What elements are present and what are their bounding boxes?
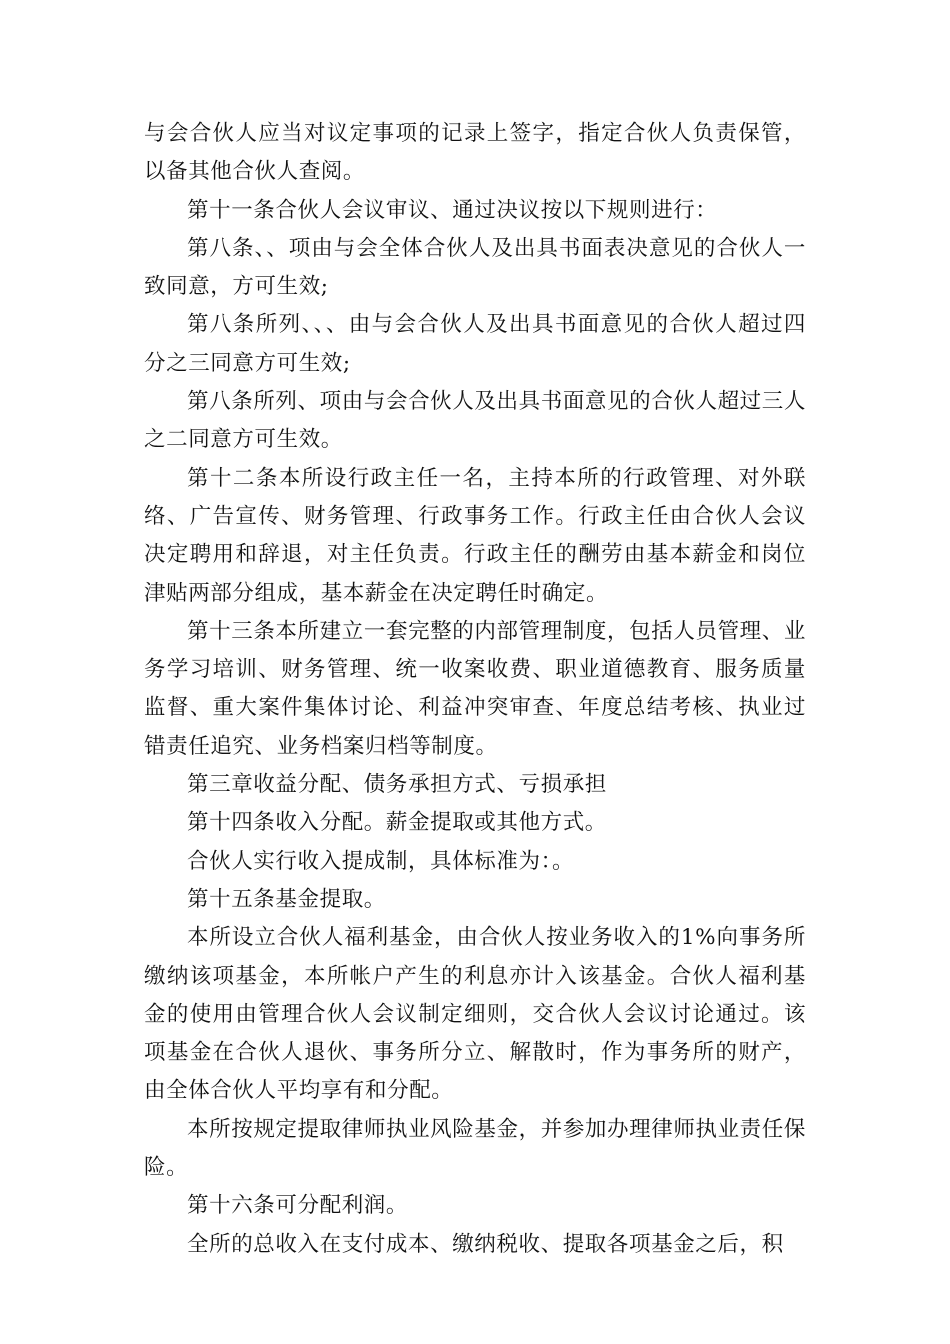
paragraph-article-12: 第十二条本所设行政主任一名，主持本所的行政管理、对外联络、广告宣传、财务管理、行政事务工作。行政主任由合伙人会议决定聘用和辞退，对主任负责。行政主任的酬劳由基本薪金和岗位津贴两部分组成，基本薪金在决定聘任时确定。 [144,465,806,606]
chapter-3-heading: 第三章收益分配、债务承担方式、亏损承担 [187,772,607,798]
paragraph-distributable-profit: 全所的总收入在支付成本、缴纳税收、提取各项基金之后，积 [187,1231,784,1257]
paragraph-article-15: 第十五条基金提取。 [187,886,386,912]
paragraph-rule-three-quarters: 第八条所列、、、由与会合伙人及出具书面意见的合伙人超过四分之三同意方可生效; [144,312,806,376]
paragraph-article-16: 第十六条可分配利润。 [187,1193,409,1219]
paragraph-welfare-fund: 本所设立合伙人福利基金，由合伙人按业务收入的1%向事务所缴纳该项基金，本所帐户产生的利息亦计入该基金。合伙人福利基金的使用由管理合伙人会议制定细则，交合伙人会议讨论通过。该项基金在合伙人退伙、事务所分立、解散时，作为事务所的财产，由全体合伙人平均享有和分配。 [144,925,806,1104]
paragraph-rule-unanimous: 第八条、、项由与会全体合伙人及出具书面表决意见的合伙人一致同意，方可生效; [144,235,806,300]
paragraph-article-14: 第十四条收入分配。薪金提取或其他方式。 [187,810,607,836]
paragraph-article-11: 第十一条合伙人会议审议、通过决议按以下规则进行： [187,197,718,223]
paragraph-article-13: 第十三条本所建立一套完整的内部管理制度，包括人员管理、业务学习培训、财务管理、统一收案收费、职业道德教育、服务质量监督、重大案件集体讨论、利益冲突审查、年度总结考核、执业过错责任追究、业务档案归档等制度。 [144,618,806,759]
paragraph-rule-two-thirds: 第八条所列、项由与会合伙人及出具书面意见的合伙人超过三人之二同意方可生效。 [144,389,806,453]
paragraph-income-commission: 合伙人实行收入提成制，具体标准为：。 [187,848,575,874]
document-page [144,115,806,1264]
paragraph-meeting-record: 与会合伙人应当对议定事项的记录上签字，指定合伙人负责保管，以备其他合伙人查阅。 [144,121,806,185]
paragraph-risk-fund: 本所按规定提取律师执业风险基金，并参加办理律师执业责任保险。 [144,1116,806,1181]
